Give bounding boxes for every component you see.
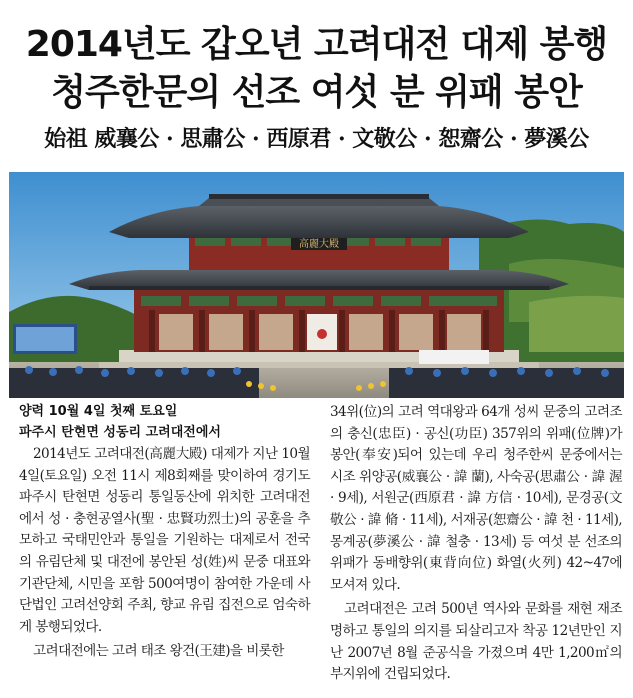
article-paragraph: 2014년도 고려대전(高麗大殿) 대제가 지난 10월 4일(토요일) 오전 11시 제8회째를 맞이하여 경기도 파주시 탄현면 성동리 통일동산에 위치한 고려대전에서 성 · 충현공열사(聖 · 忠賢功烈士)의 공훈을 추모하고 국태민안과 통일을 기원하는 대제로서 전국의 유림단체 및 대전에 봉안된 성(姓)씨 문중 대표와 기관단체, 시민을 포함 500여명이 참여한 가운데 사단법인 고려선양회 주최, 향교 유림 집전으로 엄숙하게 봉행되었다. [19,446,310,635]
temple-photo [9,172,624,398]
lead-date: 양력 10월 4일 첫째 토요일 [19,404,178,419]
lead-location: 파주시 탄현면 성동리 고려대전에서 [19,425,221,440]
article-paragraph: 고려대전은 고려 500년 역사와 문화를 재현 재조명하고 통일의 의지를 되살리고자 착공 12년만인 지난 2007년 8월 준공식을 가졌으며 4만 1,200㎡의 부지위에 건립되었다. [330,601,622,683]
signboard-text: 高麗大殿 [299,239,339,250]
article-paragraph: 고려대전에는 고려 태조 왕건(王建)을 비롯한 [33,643,284,660]
article-column-right [330,402,622,686]
headline-line2: 청주한문의 선조 여섯 분 위패 봉안 [51,72,582,113]
headline-line1: 2014년도 갑오년 고려대전 대제 봉행 [25,24,608,65]
article-paragraph: 34위(位)의 고려 역대왕과 64개 성씨 문중의 고려조의 충신(忠臣) · 공신(功臣) 357위의 위패(位牌)가 봉안(奉安)되어 있는데 우리 청주한씨 문중에서는 시조 위양공(威襄公 · 諱 蘭), 사숙공(思肅公 · 諱 渥 · 9세), 서원군(西原君 · 諱 方信 · 10세), 문경공(文敬公 · 諱 脩 · 11세), 서재공(恕齋公 · 諱 천 · 11세), 몽계공(夢溪公 · 諱 철충 · 13세) 등 여섯 분 선조의 위패가 동배향위(東背向位) 화열(火列) 42~47에 모셔져 있다. [330,404,622,593]
subtitle-ancestors: 始祖 威襄公 · 思肅公 · 西原君 · 文敬公 · 恕齋公 · 夢溪公 [44,126,589,152]
article-column-left [19,402,310,663]
